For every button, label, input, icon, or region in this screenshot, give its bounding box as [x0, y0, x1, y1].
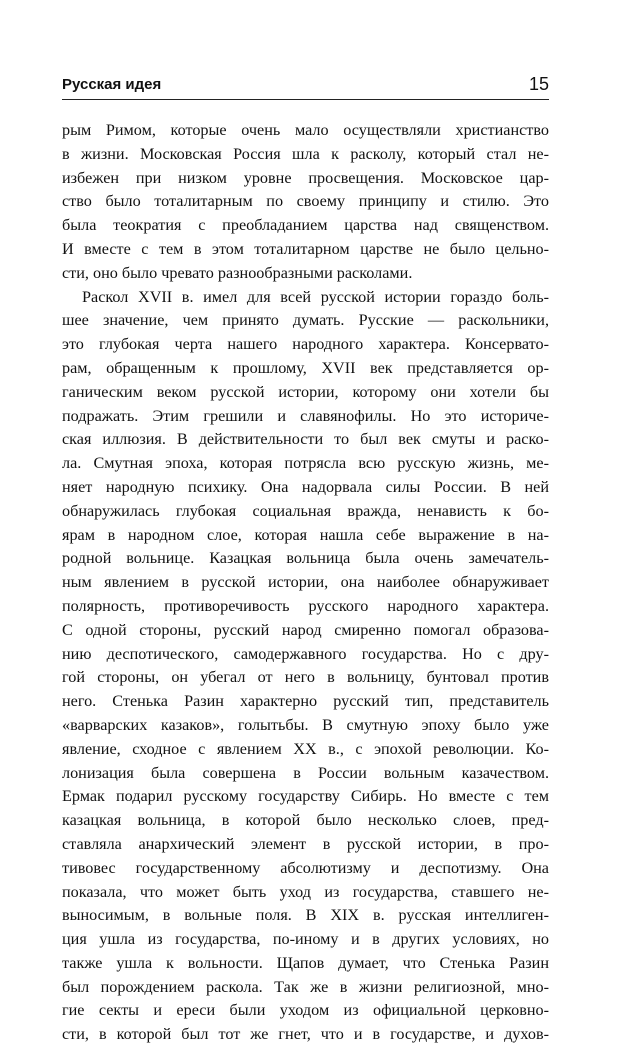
- text-line: лонизация была совершена в России вольным казачеством.: [62, 763, 549, 782]
- text-line: сти, оно было чревато разнообразными расколами.: [62, 263, 413, 282]
- text-line: гие секты и ереси были уходом из официальной церковно-: [62, 1001, 549, 1020]
- text-line: выносимым, в вольные поля. В XIX в. русская интеллиген-: [62, 906, 549, 925]
- text-line: полярность, противоречивость русского народного характера.: [62, 596, 549, 615]
- header-rule: [62, 99, 549, 100]
- text-line: ская иллюзия. В действительности то был век смуты и раско-: [62, 430, 549, 449]
- page-number: 15: [528, 74, 549, 94]
- text-line: него. Стенька Разин характерно русский тип, представитель: [62, 692, 549, 711]
- body-text: [62, 119, 549, 1047]
- text-line: ганическим веком русской истории, которому они хотели бы: [62, 382, 549, 401]
- text-line: казацкая вольница, в которой было несколько слоев, пред-: [62, 811, 549, 830]
- paragraph-first-line: Раскол XVII в. имел для всей русской истории гораздо боль-: [82, 287, 549, 306]
- text-line: в жизни. Московская Россия шла к расколу, который стал не-: [62, 144, 549, 163]
- text-line: рым Римом, которые очень мало осуществляли христианство: [62, 121, 549, 139]
- running-title: Русская идея: [62, 76, 162, 93]
- text-line: И вместе с тем в этом тоталитарном царстве не было цельно-: [62, 239, 549, 258]
- text-line: «варварских казаков», голытьбы. В смутную эпоху было уже: [62, 715, 549, 734]
- text-line: показала, что может быть уход из государства, ставшего не-: [62, 882, 549, 901]
- text-line: ным явлением в русской истории, она наиболее обнаруживает: [62, 573, 549, 592]
- text-line: ставляла анархический элемент в русской истории, в про-: [62, 834, 549, 853]
- text-line: Ермак подарил русскому государству Сибирь. Но вместе с тем: [62, 787, 549, 806]
- text-line: ство было тоталитарным по своему принципу и стилю. Это: [62, 192, 549, 211]
- text-line: ярам в народном слое, которая нашла себе выражение в на-: [62, 525, 549, 544]
- text-line: также ушла к вольности. Щапов думает, что Стенька Разин: [62, 953, 549, 972]
- text-line: была теократия с преобладанием царства над священством.: [62, 216, 549, 235]
- text-line: тивовес государственному абсолютизму и деспотизму. Она: [62, 858, 549, 877]
- text-line: сти, в которой был тот же гнет, что и в государстве, и духов-: [62, 1025, 549, 1044]
- text-line: ция ушла из государства, по-иному и в других условиях, но: [62, 930, 549, 949]
- text-line: шее значение, чем принято думать. Русские — раскольники,: [62, 311, 549, 330]
- text-line: избежен при низком уровне просвещения. Московское цар-: [62, 168, 549, 187]
- text-line: обнаружилась глубокая социальная вражда, ненависть к бо-: [62, 501, 549, 520]
- text-line: нию деспотического, самодержавного государства. Но с дру-: [62, 644, 549, 663]
- text-line: это глубокая черта нашего народного характера. Консервато-: [62, 335, 549, 354]
- text-line: ла. Смутная эпоха, которая потрясла всю русскую жизнь, ме-: [62, 454, 549, 473]
- text-line: подражать. Этим грешили и славянофилы. Но это историче-: [62, 406, 549, 425]
- text-line: гой стороны, он убегал от него в вольницу, бунтовал против: [62, 668, 549, 687]
- text-line: С одной стороны, русский народ смиренно помогал образова-: [62, 620, 549, 639]
- text-line: родной вольнице. Казацкая вольница была очень замечатель-: [62, 549, 549, 568]
- text-line: явление, сходное с явлением XX в., с эпохой революции. Ко-: [62, 739, 549, 758]
- text-line: няет народную психику. Она надорвала силы России. В ней: [62, 477, 549, 496]
- text-line: рам, обращенным к прошлому, XVII век представляется ор-: [62, 358, 549, 377]
- text-line: был порождением раскола. Так же в жизни религиозной, мно-: [62, 977, 549, 996]
